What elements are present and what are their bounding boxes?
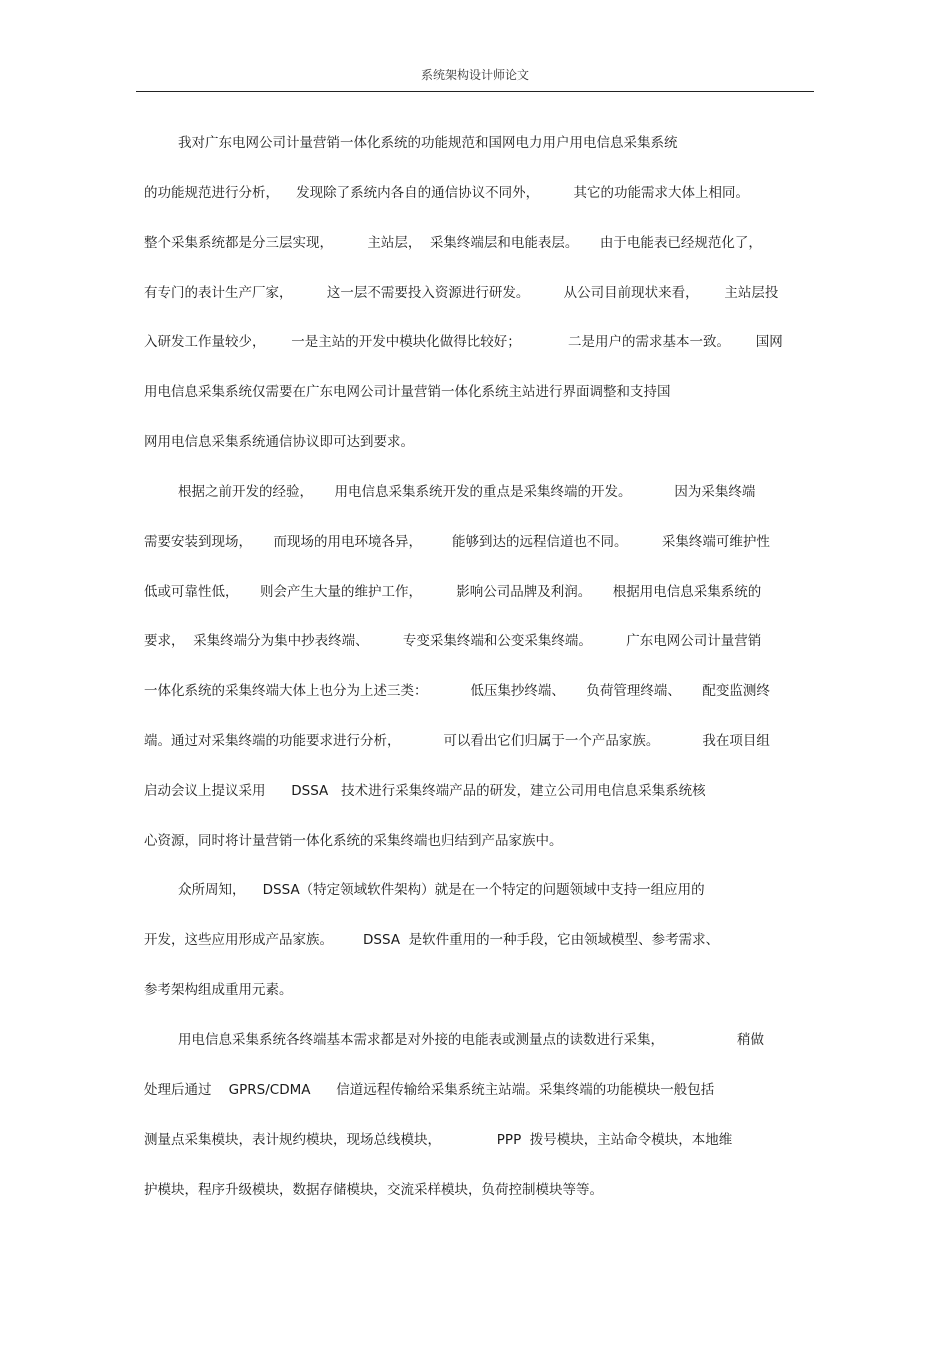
- text-line: 护模块，程序升级模块，数据存储模块，交流采样模块，负荷控制模块等等。: [144, 1182, 603, 1198]
- text-line: 要求， 采集终端分为集中抄表终端、 专变采集终端和公变采集终端。 广东电网公司计量营销: [144, 633, 762, 649]
- text-line: 端。通过对采集终端的功能要求进行分析， 可以看出它们归属于一个产品家族。 我在项目组: [144, 733, 770, 749]
- text-line: 一体化系统的采集终端大体上也分为上述三类： 低压集抄终端、 负荷管理终端、 配变监测终: [144, 683, 770, 699]
- text-line: 的功能规范进行分析， 发现除了系统内各自的通信协议不同外， 其它的功能需求大体上相同。: [144, 185, 749, 201]
- page-header-title: 系统架构设计师论文: [420, 68, 529, 82]
- text-line: 入研发工作量较少， 一是主站的开发中模块化做得比较好； 二是用户的需求基本一致。 国网: [144, 334, 783, 350]
- text-line: 参考架构组成重用元素。: [144, 982, 293, 998]
- header-divider: [136, 91, 814, 92]
- text-line: 心资源，同时将计量营销一体化系统的采集终端也归结到产品家族中。: [144, 833, 563, 849]
- text-line: 开发，这些应用形成产品家族。 DSSA 是软件重用的一种手段，它由领域模型、参考需求、: [144, 932, 720, 948]
- text-line: 根据之前开发的经验， 用电信息采集系统开发的重点是采集终端的开发。 因为采集终端: [178, 484, 756, 500]
- text-line: 处理后通过 GPRS/CDMA 信道远程传输给采集系统主站端。采集终端的功能模块一般包括: [144, 1082, 715, 1098]
- text-line: 有专门的表计生产厂家， 这一层不需要投入资源进行研发。 从公司目前现状来看， 主站层投: [144, 285, 779, 301]
- text-line: 用电信息采集系统各终端基本需求都是对外接的电能表或测量点的读数进行采集， 稍做: [178, 1032, 764, 1048]
- text-line: 测量点采集模块，表计规约模块，现场总线模块， PPP 拨号模块，主站命令模块，本地维: [144, 1132, 733, 1148]
- text-line: 用电信息采集系统仅需要在广东电网公司计量营销一体化系统主站进行界面调整和支持国: [144, 384, 671, 400]
- text-line: 整个采集系统都是分三层实现， 主站层， 采集终端层和电能表层。 由于电能表已经规范化了，: [144, 235, 762, 251]
- text-line: 众所周知， DSSA（特定领域软件架构）就是在一个特定的问题领域中支持一组应用的: [178, 882, 705, 898]
- text-line: 我对广东电网公司计量营销一体化系统的功能规范和国网电力用户用电信息采集系统: [178, 135, 678, 151]
- text-line: 启动会议上提议采用 DSSA 技术进行采集终端产品的研发，建立公司用电信息采集系统核: [144, 783, 706, 799]
- text-line: 网用电信息采集系统通信协议即可达到要求。: [144, 434, 414, 450]
- text-line: 低或可靠性低， 则会产生大量的维护工作， 影响公司品牌及利润。 根据用电信息采集系统的: [144, 584, 762, 600]
- text-line: 需要安装到现场， 而现场的用电环境各异， 能够到达的远程信道也不同。 采集终端可维护性: [144, 534, 770, 550]
